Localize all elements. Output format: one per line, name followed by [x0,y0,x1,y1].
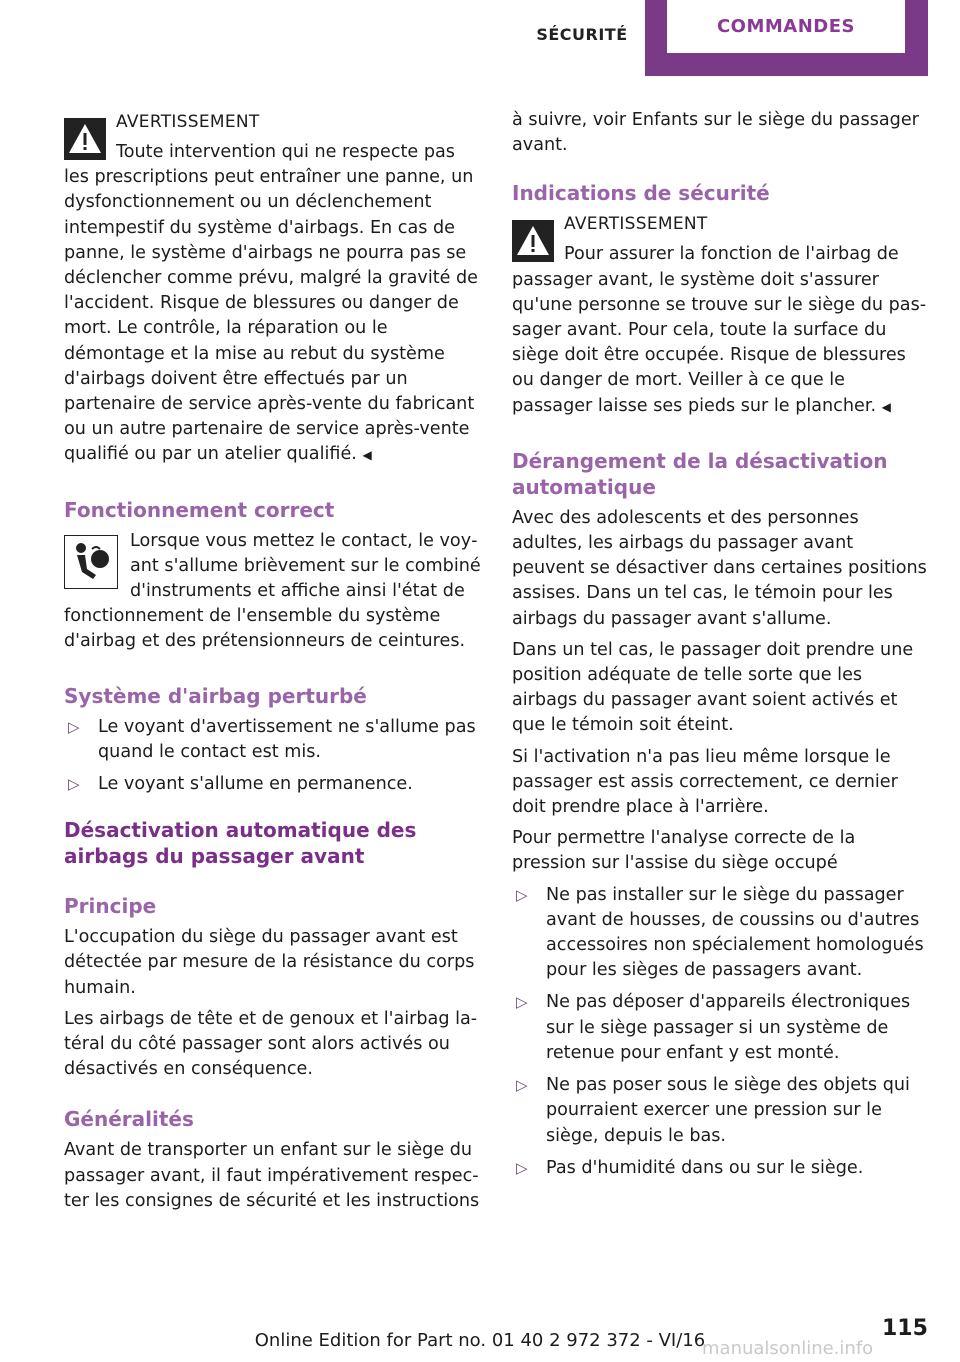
list-item: ▷ Le voyant s'allume en permanence. [64,772,482,797]
footer-edition: Online Edition for Part no. 01 40 2 972 372 - VI/16 [254,1330,706,1351]
warning-title: AVERTISSEMENT [564,214,708,235]
principe-p2: Les airbags de tête et de genoux et l'airbag latéral du côté passager sont alors activés ou désactivés en conséquence. [64,1008,478,1080]
bullet-triangle-icon: ▷ [68,717,80,736]
warning-triangle-icon [64,118,106,160]
warning-body: Pour assurer la fonction de l'airbag de passager avant, le système doit s'assurer qu'une personne se trouve sur le siège du passager avant. Pour cela, toute la surface du siège doit être occupée. Risque de blessures ou danger de mort. Veiller à ce que le passager laisse ses pieds sur le plancher. [512,244,927,416]
bullet-triangle-icon: ▷ [516,993,528,1012]
end-mark-icon: ◀ [362,448,372,463]
watermark: manualsonline.info [702,1338,874,1359]
derangement-p2: Dans un tel cas, le passager doit prendre une position adéquate de telle sorte que les airbags du passager avant soient activés et que le témoin soit éteint. [512,639,914,736]
list-item: ▷ Ne pas installer sur le siège du passager avant de housses, de coussins ou d'autres accessoires non spécialement homologués pour les sièges de passagers avant. [516,884,924,981]
warning-title: AVERTISSEMENT [116,112,260,132]
heading-fonctionnement-correct: Fonctionnement correct [64,497,335,522]
header-tab-commandes-label: COMMANDES [667,0,905,53]
heading-desactivation: Désactivation automatique des airbags du passager avant [64,818,417,869]
warning-body: Toute intervention qui ne respecte pas les prescriptions peut entraîner une panne, un dysfonctionnement ou un déclenchement intempestif du système d'airbags. En cas de panne, le système d'airbags ne pourra pas se déclencher comme prévu, malgré la gravité de l'accident. Risque de blessures ou danger de mort. Le contrôle, la réparation ou le démontage et la mise au rebut du système d'airbags doivent être effectués par un partenaire de service après-vente du fabricant ou un autre partenaire de service après-vente qualifié ou par un atelier qualifié. [64,142,479,465]
fonctionnement-block [64,529,482,655]
warning-box-left [64,110,482,469]
heading-systeme-perturbe: Système d'airbag perturbé [64,683,367,708]
heading-principe: Principe [64,894,157,919]
warning-box-right [512,212,930,419]
fonctionnement-text: Lorsque vous mettez le contact, le voyant s'allume brièvement sur le combiné d'instruments et affiche ainsi l'état de fonctionnement de l'ensemble du système d'airbag et des prétensionneurs de ceintures. [64,530,481,652]
bullet-triangle-icon: ▷ [516,885,528,904]
warning-text [512,242,930,419]
bullet-triangle-icon: ▷ [68,775,80,794]
list-item: ▷ Le voyant d'avertissement ne s'allume pas quand le contact est mis. [68,716,476,762]
page-number: 115 [882,1316,928,1341]
continuation-text: à suivre, voir Enfants sur le siège du passager avant. [512,110,919,156]
generalites-text: Avant de transporter un enfant sur le siège du passager avant, il faut impérativement respecter les consignes de sécurité et les instructions [64,1140,480,1211]
heading-indications-securite: Indications de sécurité [512,181,770,206]
left-column [64,108,482,1220]
airbag-indicator-icon [64,535,118,589]
derangement-p3: Si l'activation n'a pas lieu même lorsque le passager est assis correctement, ce dernier doit prendre place à l'arrière. [512,746,898,818]
warning-text [64,140,482,469]
bullet-triangle-icon: ▷ [516,1076,528,1095]
heading-generalites: Généralités [64,1107,194,1132]
list-item: ▷ Ne pas poser sous le siège des objets qui pourraient exercer une pression sur le siège, depuis le bas. [516,1075,910,1146]
list-item: ▷ Ne pas déposer d'appareils électroniques sur le siège passager si un système de retenue pour enfant y est monté. [516,992,911,1063]
header-tab-commandes[interactable] [645,0,928,76]
list-item: ▷ Pas d'humidité dans ou sur le siège. [512,1156,930,1181]
bullet-triangle-icon: ▷ [516,1158,528,1177]
derangement-p1: Avec des adolescents et des personnes adultes, les airbags du passager avant peuvent se désactiver dans certaines positions assises. Dans un tel cas, le témoin pour les airbags du passager avant s'allume. [512,507,927,629]
pression-list [512,883,930,1181]
principe-p1: L'occupation du siège du passager avant est détectée par mesure de la résistance du corps humain. [64,927,475,998]
warning-triangle-icon [512,220,554,262]
derangement-p4: Pour permettre l'analyse correcte de la pression sur l'assise du siège occupé [512,828,856,874]
right-column [512,108,930,1188]
heading-derangement: Dérangement de la désactivation automatique [512,448,888,499]
perturbe-list [64,715,482,798]
end-mark-icon: ◀ [881,399,891,414]
header-tab-securite[interactable]: SÉCURITÉ [536,24,628,44]
